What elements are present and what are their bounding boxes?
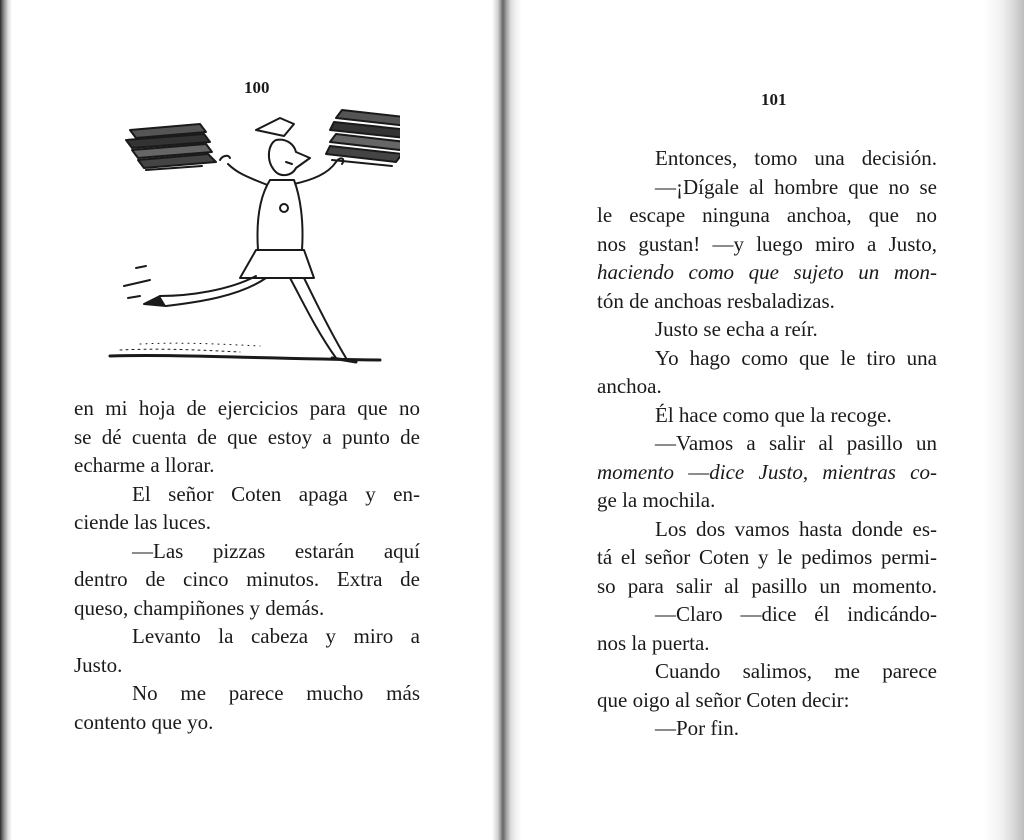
italic-text: haciendo como que sujeto un mon- — [597, 260, 937, 284]
text-segment: le escape ninguna anchoa, que no — [597, 203, 937, 227]
text-line: Levanto la cabeza y miro a — [132, 624, 420, 648]
text-line — [597, 458, 937, 487]
text-line — [597, 315, 937, 344]
scan-edge-left — [0, 0, 12, 840]
scan-edge-right — [984, 0, 1024, 840]
text-segment: Yo hago como que le tiro una — [655, 345, 937, 370]
text-line: dentro de cinco minutos. Extra de — [74, 567, 420, 591]
text-line — [597, 173, 937, 202]
text-segment: tá el señor Coten y le pedimos permi- — [597, 545, 937, 569]
text-line — [597, 486, 937, 515]
text-segment: tón de anchoas resbaladizas. — [597, 288, 835, 313]
text-line: Justo. — [74, 652, 123, 677]
text-segment: Los dos vamos hasta donde es- — [655, 516, 937, 541]
text-line — [597, 344, 937, 373]
left-page-text — [74, 394, 420, 736]
text-segment: —Por fin. — [655, 716, 739, 740]
text-line — [597, 429, 937, 458]
right-page — [535, 0, 975, 840]
book-gutter — [492, 0, 522, 840]
left-page — [20, 0, 480, 840]
text-line: El señor Coten apaga y en- — [132, 481, 420, 506]
right-page-text — [597, 144, 937, 743]
text-segment: Él hace como que la recoge. — [655, 402, 892, 427]
text-line — [597, 515, 937, 544]
text-segment: Cuando salimos, me parece — [655, 659, 937, 683]
text-line — [597, 144, 937, 173]
text-line: echarme a llorar. — [74, 453, 215, 477]
text-line — [597, 657, 937, 686]
text-line — [597, 600, 937, 629]
text-line: No me parece mucho más — [132, 681, 420, 705]
text-line: —Las pizzas estarán aquí — [132, 538, 420, 563]
italic-text: momento — [597, 459, 674, 484]
text-segment: ge la mochila. — [597, 488, 716, 512]
text-line: ciende las luces. — [74, 510, 212, 534]
text-line — [597, 572, 937, 601]
pizza-waiter-illustration — [80, 100, 400, 380]
text-segment: —Vamos a salir al pasillo un — [655, 431, 937, 455]
page-number-right: 101 — [761, 90, 787, 109]
text-line: se dé cuenta de que estoy a punto de — [74, 424, 420, 449]
text-line — [597, 686, 937, 715]
pizza-box-stack-left — [126, 124, 216, 170]
pizza-box-stack-right — [326, 110, 400, 166]
text-segment: —Claro —dice él indicándo- — [655, 602, 937, 626]
italic-text: dice Justo, mientras co- — [709, 459, 937, 484]
text-line — [597, 201, 937, 230]
text-line — [597, 543, 937, 572]
text-segment: Entonces, tomo una decisión. — [655, 146, 937, 170]
text-segment: —¡Dígale al hombre que no se — [655, 174, 937, 199]
text-line: queso, champiñones y demás. — [74, 595, 325, 620]
text-line — [597, 258, 937, 287]
text-line — [597, 287, 937, 316]
text-line — [597, 401, 937, 430]
text-line — [597, 714, 937, 743]
page-number-left: 100 — [244, 78, 270, 97]
text-segment: nos gustan! —y luego miro a Justo, — [597, 231, 937, 256]
text-line — [597, 629, 937, 658]
text-segment: anchoa. — [597, 374, 662, 398]
text-segment: — — [674, 459, 710, 484]
text-line: contento que yo. — [74, 709, 214, 734]
text-line: en mi hoja de ejercicios para que no — [74, 396, 420, 420]
text-segment: so para salir al pasillo un momento. — [597, 573, 937, 598]
text-line — [597, 372, 937, 401]
text-segment: nos la puerta. — [597, 630, 710, 655]
text-segment: Justo se echa a reír. — [655, 317, 818, 341]
text-line — [597, 230, 937, 259]
text-segment: que oigo al señor Coten decir: — [597, 687, 850, 712]
